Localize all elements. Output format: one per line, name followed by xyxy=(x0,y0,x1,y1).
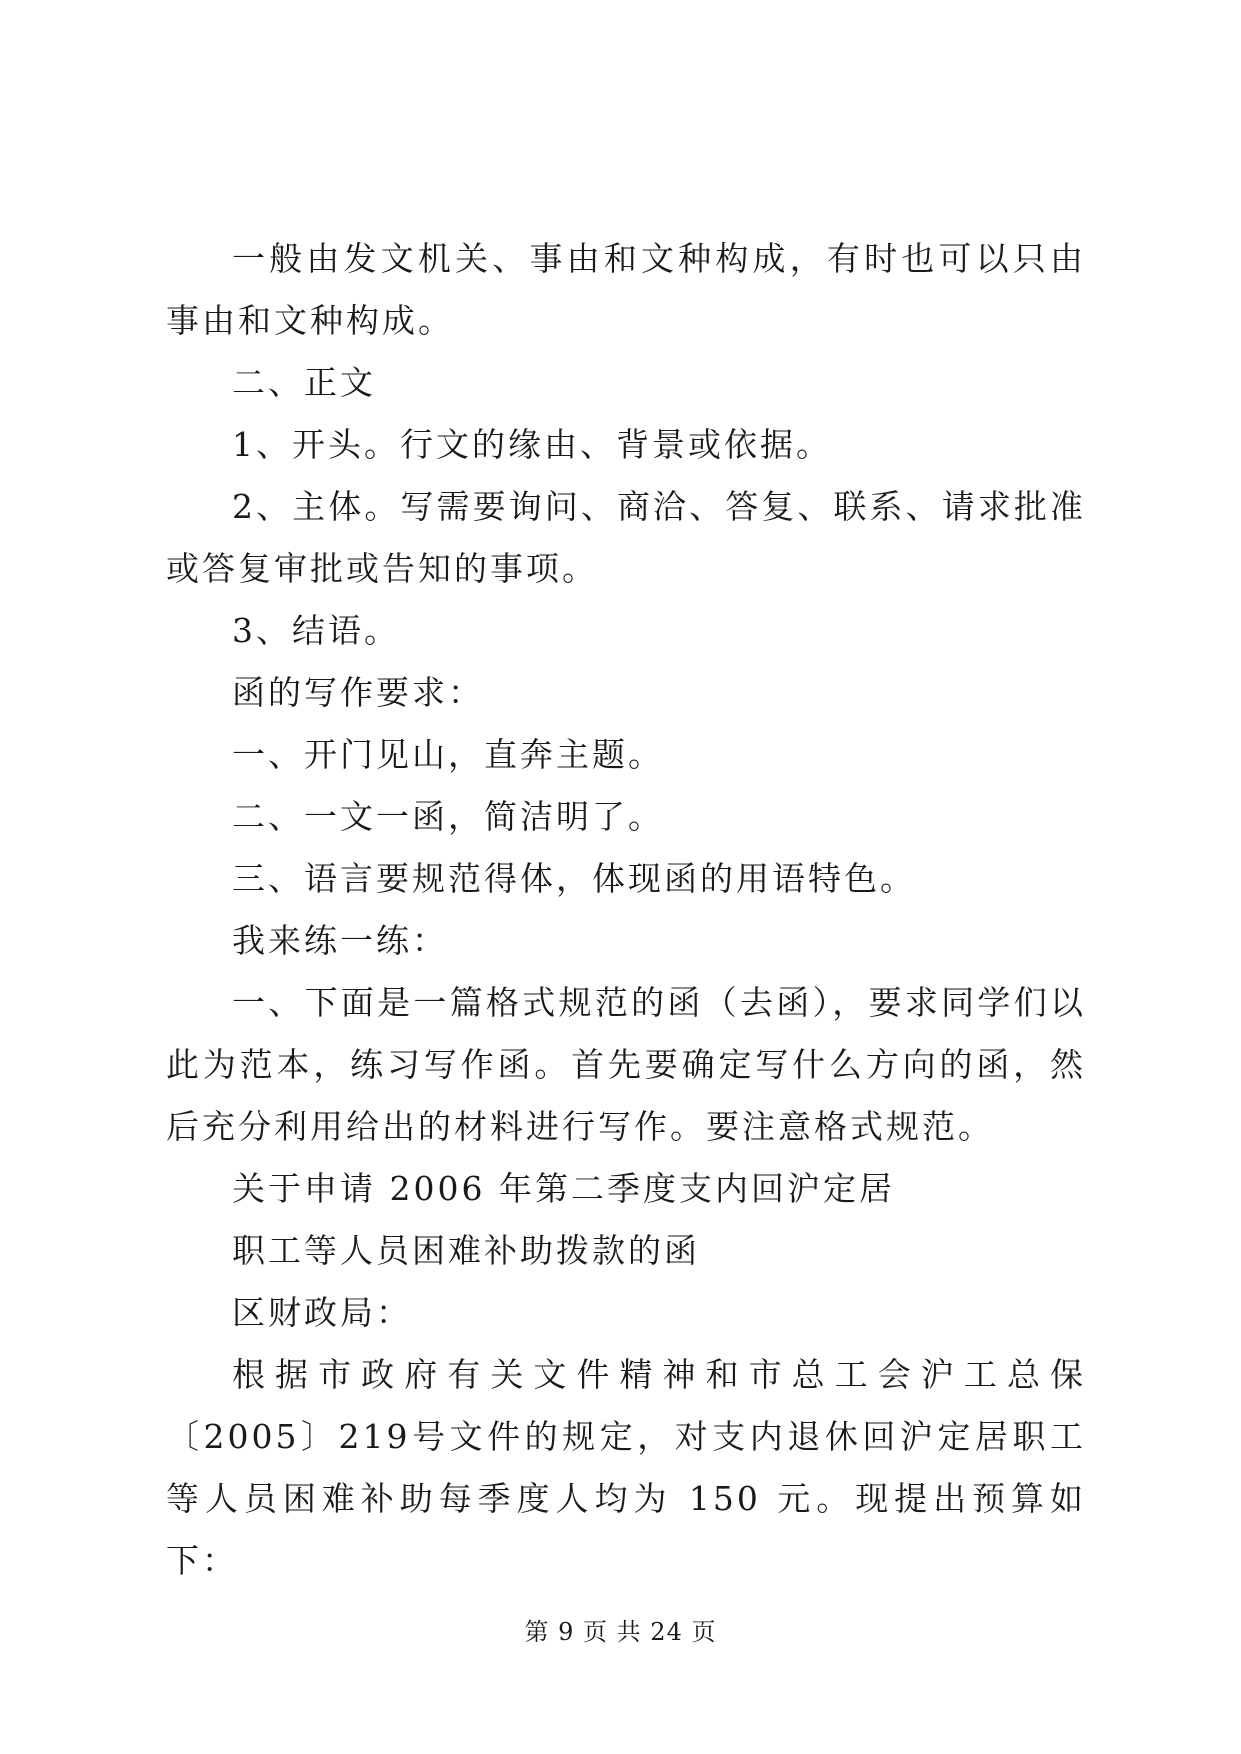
letter-body: 根据市政府有关文件精神和市总工会沪工总保〔2005〕219号文件的规定，对支内退休回沪定居职工等人员困难补助每季度人均为 150 元。现提出预算如下： xyxy=(166,1355,1086,1580)
letter-recipient: 区财政局： xyxy=(232,1293,412,1332)
paragraph: 3、结语。 xyxy=(232,611,400,650)
letter-title-line-2: 职工等人员困难补助拨款的函 xyxy=(232,1231,700,1270)
paragraph: 一、下面是一篇格式规范的函（去函），要求同学们以此为范本，练习写作函。首先要确定写什么方向的函，然后充分利用给出的材料进行写作。要注意格式规范。 xyxy=(166,983,1086,1146)
section-heading: 函的写作要求： xyxy=(232,673,484,712)
list-item: 一、开门见山，直奔主题。 xyxy=(232,735,664,774)
paragraph: 1、开头。行文的缘由、背景或依据。 xyxy=(232,425,832,464)
page-number: 第 9 页 共 24 页 xyxy=(524,1618,717,1646)
letter-title-line-1: 关于申请 2006 年第二季度支内回沪定居 xyxy=(232,1169,895,1208)
section-heading: 我来练一练： xyxy=(232,921,448,960)
list-item: 三、语言要规范得体，体现函的用语特色。 xyxy=(232,859,916,898)
list-item: 二、一文一函，简洁明了。 xyxy=(232,797,664,836)
paragraph: 2、主体。写需要询问、商洽、答复、联系、请求批准或答复审批或告知的事项。 xyxy=(166,487,1086,588)
document-body xyxy=(166,228,1086,1592)
paragraph: 一般由发文机关、事由和文种构成，有时也可以只由事由和文种构成。 xyxy=(166,239,1086,340)
section-heading: 二、正文 xyxy=(232,363,376,402)
